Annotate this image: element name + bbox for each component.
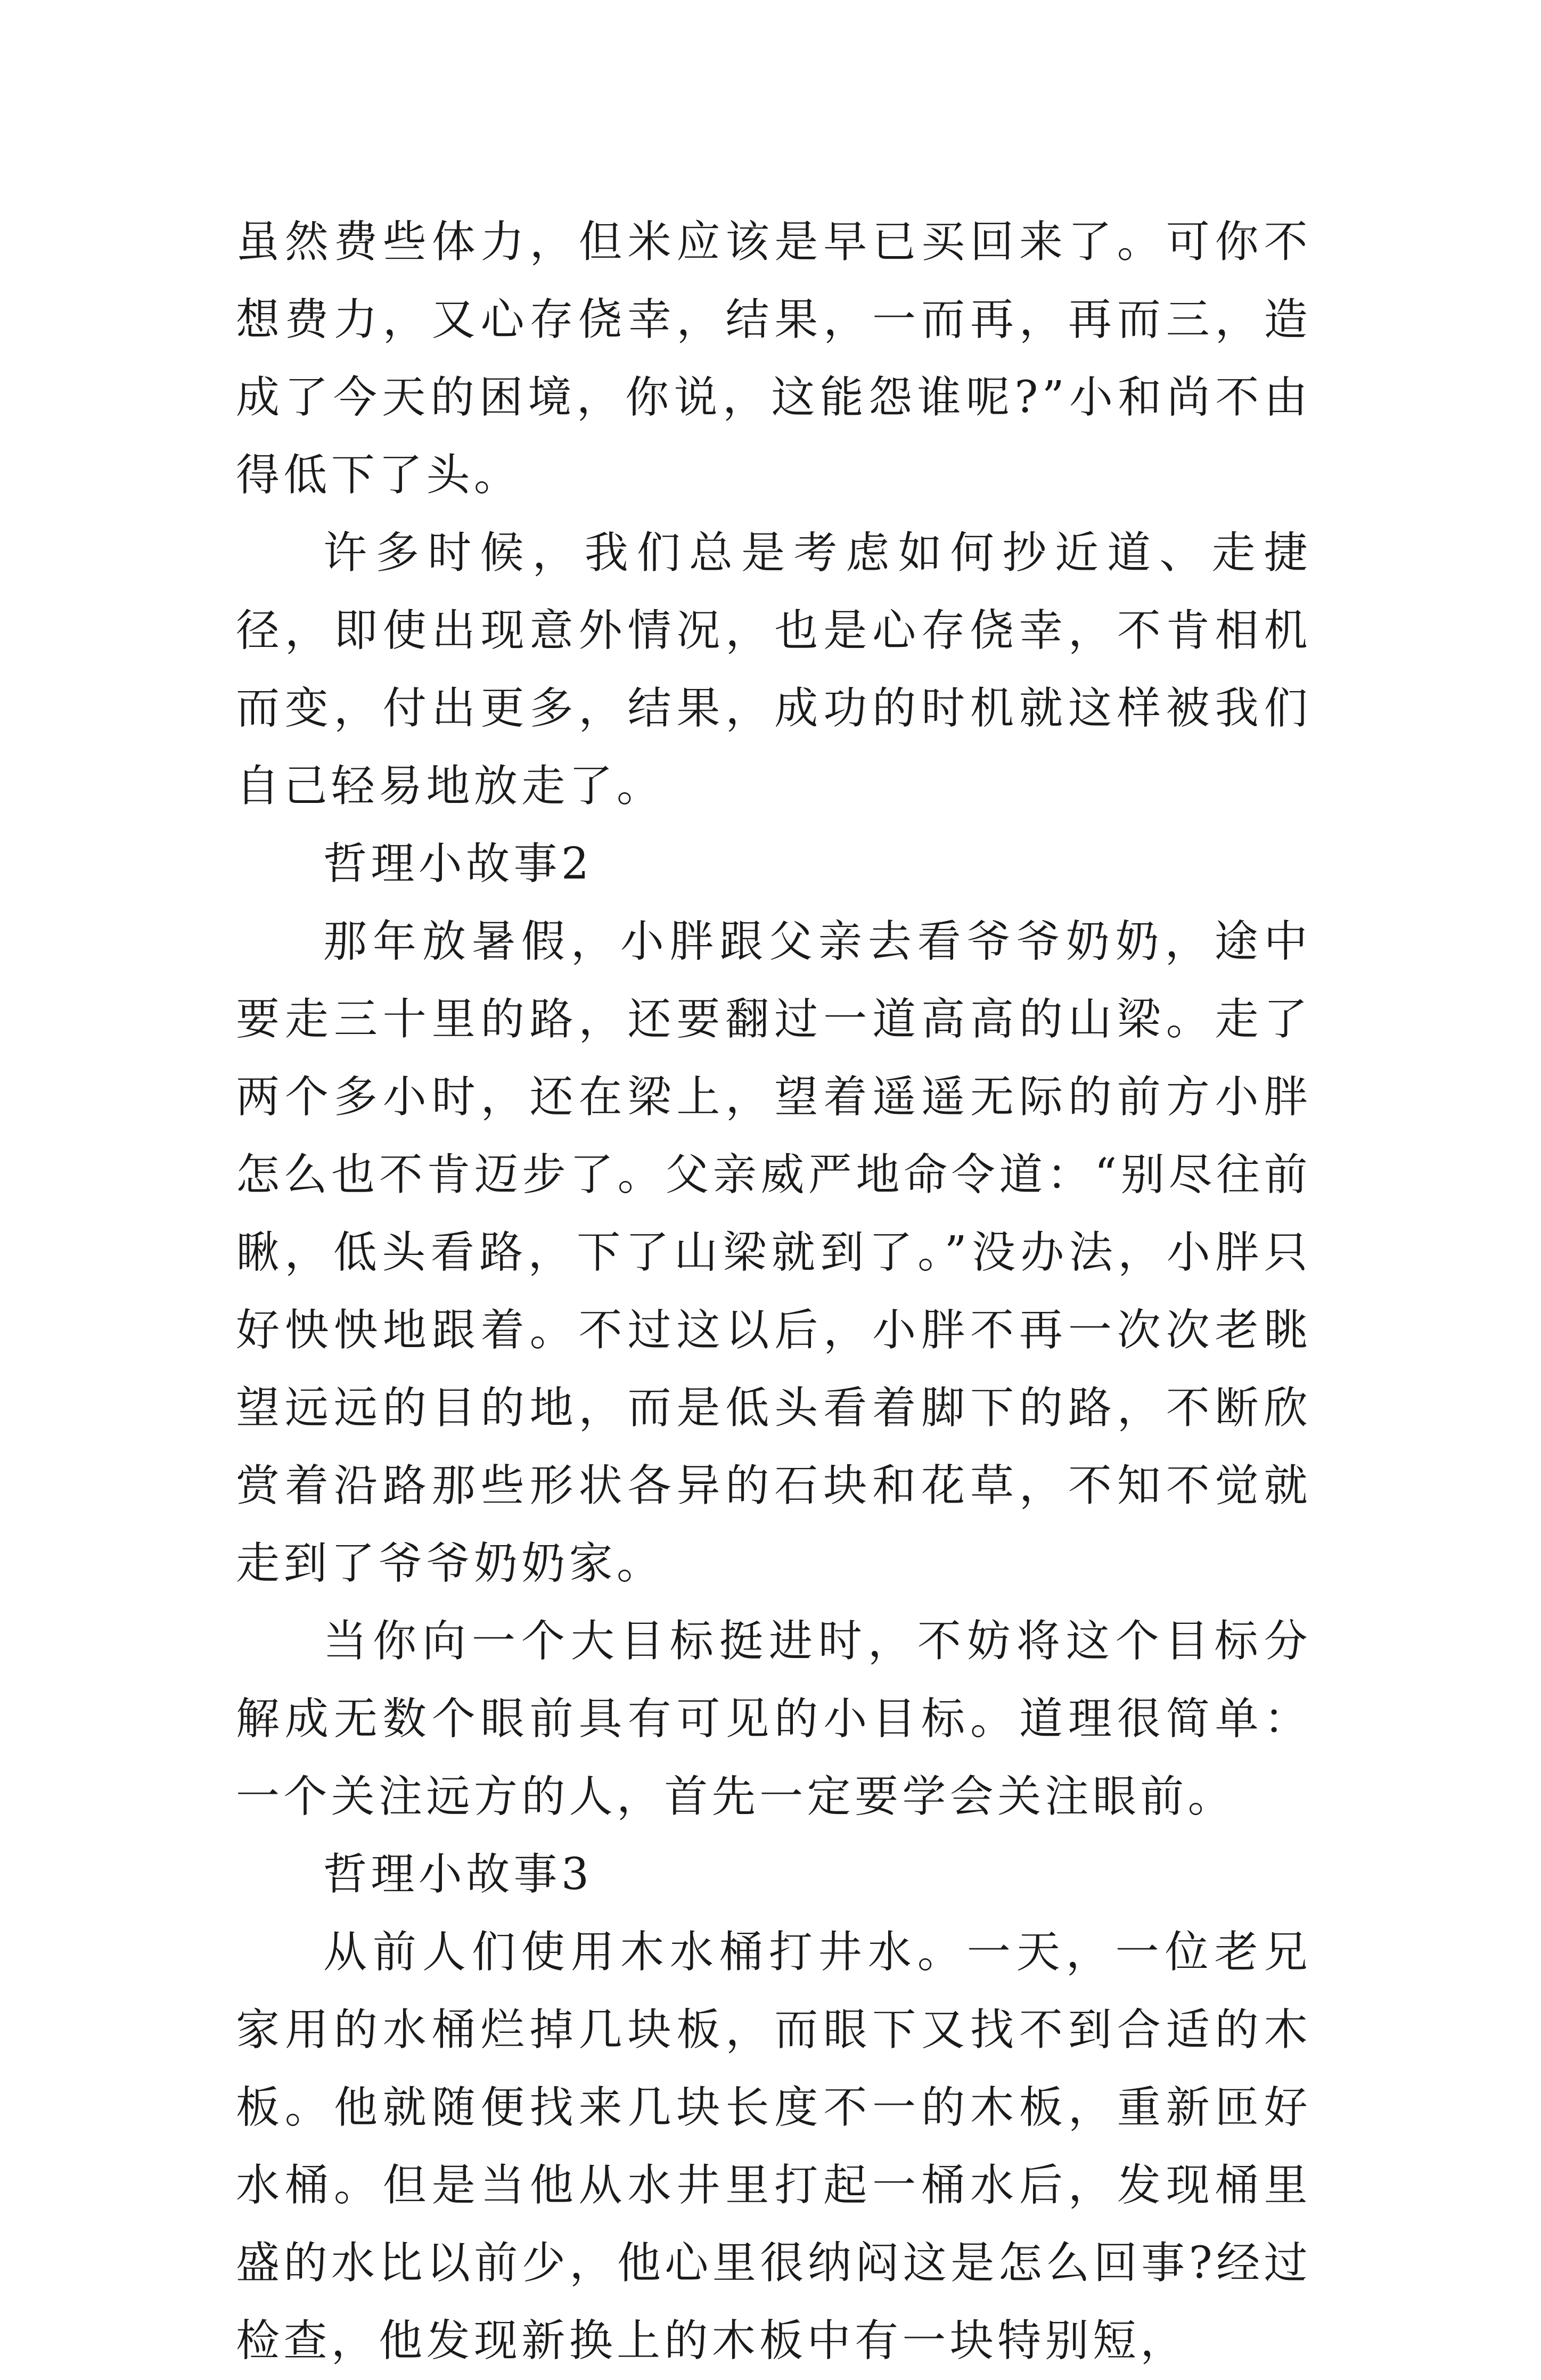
paragraph: 当你向一个大目标挺进时，不妨将这个目标分解成无数个眼前具有可见的小目标。道理很简单：一个关注远方的人，首先一定要学会关注眼前。 <box>236 1616 1312 1822</box>
paragraph: 那年放暑假，小胖跟父亲去看爷爷奶奶，途中要走三十里的路，还要翻过一道高高的山梁。走了两个多小时，还在梁上，望着遥遥无际的前方小胖怎么也不肯迈步了。父亲威严地命令道：“别尽往前瞅，低头看路，下了山梁就到了。”没办法，小胖只好怏怏地跟着。不过这以后，小胖不再一次次老眺望远远的目的地，而是低头看着脚下的路，不断欣赏着沿路那些形状各异的石块和花草，不知不觉就走到了爷爷奶奶家。 <box>236 916 1312 1589</box>
section-heading: 哲理小故事3 <box>323 1849 593 1900</box>
section-heading: 哲理小故事2 <box>323 839 593 889</box>
document-body <box>236 203 1312 2380</box>
paragraph: 许多时候，我们总是考虑如何抄近道、走捷径，即使出现意外情况，也是心存侥幸，不肯相机而变，付出更多，结果，成功的时机就这样被我们自己轻易地放走了。 <box>236 528 1312 811</box>
paragraph: 从前人们使用木水桶打井水。一天，一位老兄家用的水桶烂掉几块板，而眼下又找不到合适的木板。他就随便找来几块长度不一的木板，重新匝好水桶。但是当他从水井里打起一桶水后，发现桶里盛的水比以前少，他心里很纳闷这是怎么回事?经过检查，他发现新换上的木板中有一块特别短， <box>236 1927 1312 2366</box>
paragraph-continued: 虽然费些体力，但米应该是早已买回来了。可你不想费力，又心存侥幸，结果，一而再，再而三，造成了今天的困境，你说，这能怨谁呢?”小和尚不由得低下了头。 <box>236 217 1312 500</box>
